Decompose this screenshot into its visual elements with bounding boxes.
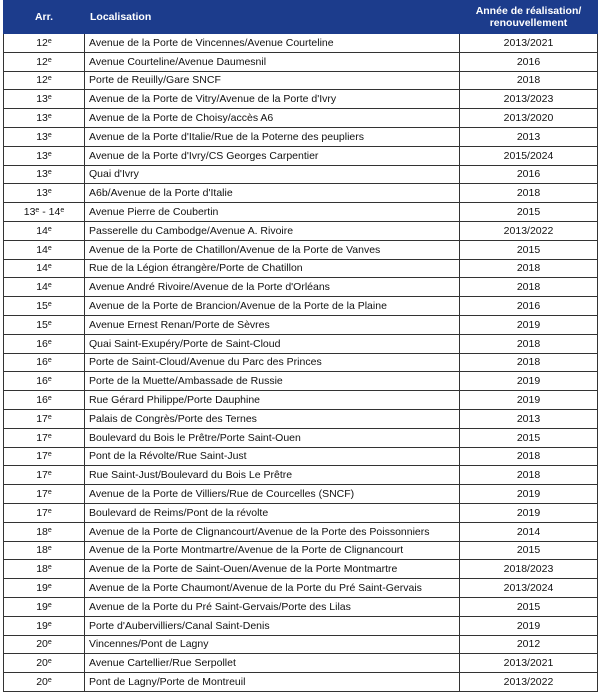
table-row: [4, 522, 598, 541]
ordinal-suffix: e: [47, 301, 52, 309]
ordinal-suffix: e: [47, 94, 52, 102]
table-row: [4, 221, 598, 240]
cell-arrondissement: [4, 353, 85, 372]
table-row: [4, 52, 598, 71]
arr-number: 12: [36, 55, 48, 68]
cell-arrondissement: [4, 597, 85, 616]
ordinal-suffix: e: [47, 507, 52, 515]
cell-localisation: Avenue de la Porte du Pré Saint-Gervais/Porte des Lilas: [85, 597, 460, 616]
cell-year: 2013: [460, 409, 598, 428]
table-row: [4, 673, 598, 692]
table-row: [4, 334, 598, 353]
cell-localisation: Avenue de la Porte Chaumont/Avenue de la Porte du Pré Saint-Gervais: [85, 579, 460, 598]
ordinal-suffix: e: [47, 56, 52, 64]
table-row: [4, 90, 598, 109]
arr-number: 18: [36, 525, 48, 538]
ordinal-suffix: e: [47, 338, 52, 346]
cell-year: 2014: [460, 522, 598, 541]
arr-number: 19: [36, 619, 48, 632]
table-body: [4, 34, 598, 692]
ordinal-suffix: e: [47, 489, 52, 497]
arr-number: 17: [36, 506, 48, 519]
table-row: [4, 109, 598, 128]
ordinal-suffix: e: [35, 207, 40, 215]
ordinal-suffix: e: [47, 413, 52, 421]
cell-arrondissement: [4, 334, 85, 353]
cell-arrondissement: [4, 522, 85, 541]
cell-arrondissement: [4, 616, 85, 635]
arr-number: 17: [36, 412, 48, 425]
cell-arrondissement: [4, 146, 85, 165]
arr-number: 17: [36, 431, 48, 444]
cell-year: 2012: [460, 635, 598, 654]
cell-arrondissement: [4, 278, 85, 297]
cell-year: 2018: [460, 447, 598, 466]
cell-localisation: Avenue Cartellier/Rue Serpollet: [85, 654, 460, 673]
ordinal-suffix: e: [47, 376, 52, 384]
table-row: [4, 127, 598, 146]
ordinal-suffix: e: [47, 526, 52, 534]
table-row: [4, 240, 598, 259]
cell-localisation: Pont de Lagny/Porte de Montreuil: [85, 673, 460, 692]
table-row: [4, 654, 598, 673]
ordinal-suffix: e: [47, 319, 52, 327]
cell-localisation: Avenue de la Porte Montmartre/Avenue de la Porte de Clignancourt: [85, 541, 460, 560]
table-row: [4, 353, 598, 372]
arr-number: 20: [36, 657, 48, 670]
cell-year: 2015: [460, 597, 598, 616]
arr-number: 17: [36, 469, 48, 482]
cell-year: 2015: [460, 541, 598, 560]
table-row: [4, 391, 598, 410]
arr-number: 13: [23, 206, 36, 219]
cell-year: 2016: [460, 165, 598, 184]
arr-number: 13: [36, 149, 48, 162]
cell-arrondissement: [4, 654, 85, 673]
cell-localisation: Avenue de la Porte d'Ivry/CS Georges Carpentier: [85, 146, 460, 165]
cell-year: 2018: [460, 184, 598, 203]
arr-number: 16: [36, 356, 48, 369]
table-row: [4, 447, 598, 466]
cell-arrondissement: [4, 560, 85, 579]
table-row: [4, 184, 598, 203]
arr-number: 13: [36, 93, 48, 106]
cell-localisation: Avenue Pierre de Coubertin: [85, 203, 460, 222]
cell-localisation: Avenue André Rivoire/Avenue de la Porte d'Orléans: [85, 278, 460, 297]
cell-arrondissement: [4, 221, 85, 240]
header-localisation: Localisation: [85, 1, 460, 34]
arr-number: 16: [36, 375, 48, 388]
cell-year: 2013/2021: [460, 34, 598, 53]
table-row: [4, 259, 598, 278]
cell-localisation: Pont de la Révolte/Rue Saint-Just: [85, 447, 460, 466]
ordinal-suffix: e: [47, 545, 52, 553]
cell-arrondissement: [4, 127, 85, 146]
cell-arrondissement: [4, 541, 85, 560]
arr-number: 14: [36, 262, 48, 275]
arr-number: 13: [36, 130, 48, 143]
cell-arrondissement: [4, 503, 85, 522]
ordinal-suffix: e: [47, 395, 52, 403]
cell-year: 2018: [460, 259, 598, 278]
ordinal-suffix: e: [60, 207, 65, 215]
ordinal-suffix: e: [47, 225, 52, 233]
cell-localisation: Quai d'Ivry: [85, 165, 460, 184]
locations-table: [3, 0, 598, 692]
arr-number: 15: [36, 300, 48, 313]
arr-number: 14: [36, 281, 48, 294]
arr-number: 17: [36, 488, 48, 501]
cell-year: 2018: [460, 278, 598, 297]
cell-localisation: Porte de Reuilly/Gare SNCF: [85, 71, 460, 90]
header-year: [460, 1, 598, 34]
ordinal-suffix: e: [47, 75, 52, 83]
cell-localisation: Avenue de la Porte de Brancion/Avenue de la Porte de la Plaine: [85, 297, 460, 316]
cell-localisation: Porte de la Muette/Ambassade de Russie: [85, 372, 460, 391]
cell-localisation: Avenue de la Porte de Choisy/accès A6: [85, 109, 460, 128]
cell-localisation: Rue Saint-Just/Boulevard du Bois Le Prêtre: [85, 466, 460, 485]
ordinal-suffix: e: [47, 188, 52, 196]
cell-year: 2019: [460, 315, 598, 334]
ordinal-suffix: e: [47, 244, 52, 252]
arr-number: 18: [36, 544, 48, 557]
arr-number: 14: [36, 243, 48, 256]
cell-year: 2015/2024: [460, 146, 598, 165]
cell-localisation: Palais de Congrès/Porte des Ternes: [85, 409, 460, 428]
cell-year: 2019: [460, 503, 598, 522]
arr-number: 12: [36, 74, 48, 87]
ordinal-suffix: e: [47, 150, 52, 158]
ordinal-suffix: e: [47, 37, 52, 45]
cell-arrondissement: [4, 391, 85, 410]
cell-year: 2013/2022: [460, 673, 598, 692]
cell-year: 2016: [460, 297, 598, 316]
ordinal-suffix: e: [47, 601, 52, 609]
ordinal-suffix: e: [47, 639, 52, 647]
cell-year: 2019: [460, 391, 598, 410]
ordinal-suffix: e: [47, 131, 52, 139]
header-row: [4, 1, 598, 34]
cell-year: 2016: [460, 52, 598, 71]
arr-number: 12: [36, 36, 48, 49]
cell-arrondissement: [4, 485, 85, 504]
cell-localisation: Porte d'Aubervilliers/Canal Saint-Denis: [85, 616, 460, 635]
cell-localisation: Boulevard de Reims/Pont de la révolte: [85, 503, 460, 522]
table-row: [4, 315, 598, 334]
ordinal-suffix: e: [47, 169, 52, 177]
cell-arrondissement: [4, 579, 85, 598]
ordinal-suffix: e: [47, 470, 52, 478]
table-row: [4, 203, 598, 222]
cell-arrondissement: [4, 409, 85, 428]
cell-arrondissement: [4, 259, 85, 278]
cell-arrondissement: [4, 673, 85, 692]
arr-number: 20: [36, 675, 48, 688]
ordinal-suffix: e: [47, 113, 52, 121]
cell-arrondissement: 13e - 14e: [4, 203, 85, 222]
cell-year: 2019: [460, 372, 598, 391]
cell-year: 2018/2023: [460, 560, 598, 579]
table-row: [4, 297, 598, 316]
cell-arrondissement: [4, 165, 85, 184]
cell-localisation: Avenue de la Porte de Vitry/Avenue de la Porte d'Ivry: [85, 90, 460, 109]
cell-arrondissement: [4, 297, 85, 316]
table-row: [4, 165, 598, 184]
arr-number: 20: [36, 638, 48, 651]
ordinal-suffix: e: [47, 357, 52, 365]
table-row: [4, 485, 598, 504]
cell-year: 2013/2020: [460, 109, 598, 128]
cell-arrondissement: [4, 466, 85, 485]
table-row: [4, 146, 598, 165]
table-row: [4, 503, 598, 522]
cell-year: 2015: [460, 240, 598, 259]
table-row: [4, 635, 598, 654]
header-year-line1: Année de réalisation/: [475, 5, 582, 17]
cell-localisation: Avenue Ernest Renan/Porte de Sèvres: [85, 315, 460, 334]
cell-localisation: Quai Saint-Exupéry/Porte de Saint-Cloud: [85, 334, 460, 353]
table-row: [4, 466, 598, 485]
cell-year: 2018: [460, 353, 598, 372]
table-row: [4, 616, 598, 635]
arr-number: 16: [36, 337, 48, 350]
cell-arrondissement: [4, 52, 85, 71]
cell-localisation: Avenue de la Porte d'Italie/Rue de la Poterne des peupliers: [85, 127, 460, 146]
ordinal-suffix: e: [47, 282, 52, 290]
table-row: [4, 372, 598, 391]
arr-number: 19: [36, 600, 48, 613]
cell-arrondissement: [4, 34, 85, 53]
cell-arrondissement: [4, 315, 85, 334]
table-row: [4, 541, 598, 560]
cell-localisation: A6b/Avenue de la Porte d'Italie: [85, 184, 460, 203]
table-row: [4, 428, 598, 447]
cell-arrondissement: [4, 240, 85, 259]
cell-year: 2013/2022: [460, 221, 598, 240]
cell-localisation: Boulevard du Bois le Prêtre/Porte Saint-Ouen: [85, 428, 460, 447]
cell-year: 2018: [460, 71, 598, 90]
cell-arrondissement: [4, 428, 85, 447]
cell-localisation: Avenue de la Porte de Saint-Ouen/Avenue de la Porte Montmartre: [85, 560, 460, 579]
ordinal-suffix: e: [47, 564, 52, 572]
cell-localisation: Avenue de la Porte de Villiers/Rue de Courcelles (SNCF): [85, 485, 460, 504]
document: [3, 0, 597, 692]
cell-localisation: Porte de Saint-Cloud/Avenue du Parc des Princes: [85, 353, 460, 372]
ordinal-suffix: e: [47, 620, 52, 628]
cell-year: 2019: [460, 616, 598, 635]
cell-arrondissement: [4, 635, 85, 654]
cell-localisation: Passerelle du Cambodge/Avenue A. Rivoire: [85, 221, 460, 240]
cell-localisation: Avenue de la Porte de Vincennes/Avenue Courteline: [85, 34, 460, 53]
ordinal-suffix: e: [47, 432, 52, 440]
arr-number: 18: [36, 563, 48, 576]
arr-number: 19: [36, 582, 48, 594]
header-arrondissement: Arr.: [4, 1, 85, 34]
cell-arrondissement: [4, 447, 85, 466]
cell-year: 2019: [460, 485, 598, 504]
table-row: [4, 71, 598, 90]
ordinal-suffix: e: [47, 451, 52, 459]
cell-year: 2013/2023: [460, 90, 598, 109]
table-row: [4, 409, 598, 428]
table-row: [4, 579, 598, 598]
cell-arrondissement: [4, 184, 85, 203]
cell-year: 2015: [460, 203, 598, 222]
cell-year: 2013/2024: [460, 579, 598, 598]
cell-year: 2015: [460, 428, 598, 447]
cell-arrondissement: [4, 71, 85, 90]
arr-number: 17: [36, 450, 48, 463]
arr-number: 15: [36, 318, 48, 331]
table-header: [4, 1, 598, 34]
arr-number: 14: [36, 224, 48, 237]
table-row: [4, 34, 598, 53]
cell-localisation: Avenue Courteline/Avenue Daumesnil: [85, 52, 460, 71]
cell-arrondissement: [4, 90, 85, 109]
cell-localisation: Rue de la Légion étrangère/Porte de Chatillon: [85, 259, 460, 278]
header-year-line2: renouvellement: [489, 17, 568, 29]
cell-arrondissement: [4, 109, 85, 128]
cell-year: 2013: [460, 127, 598, 146]
ordinal-suffix: e: [47, 658, 52, 666]
ordinal-suffix: e: [47, 263, 52, 271]
arr-number: 14: [48, 206, 61, 219]
cell-year: 2013/2021: [460, 654, 598, 673]
arr-number: 13: [36, 187, 48, 200]
cell-year: 2018: [460, 466, 598, 485]
arr-number: 16: [36, 394, 48, 407]
cell-localisation: Avenue de la Porte de Clignancourt/Avenue de la Porte des Poissonniers: [85, 522, 460, 541]
arr-number: 13: [36, 168, 48, 181]
ordinal-suffix: e: [47, 676, 52, 684]
cell-localisation: Avenue de la Porte de Chatillon/Avenue de la Porte de Vanves: [85, 240, 460, 259]
cell-year: 2018: [460, 334, 598, 353]
arr-number: 13: [36, 112, 48, 125]
table-row: [4, 278, 598, 297]
cell-localisation: Rue Gérard Philippe/Porte Dauphine: [85, 391, 460, 410]
ordinal-suffix: e: [47, 583, 52, 590]
cell-localisation: Vincennes/Pont de Lagny: [85, 635, 460, 654]
cell-arrondissement: [4, 372, 85, 391]
table-row: [4, 560, 598, 579]
table-row: [4, 597, 598, 616]
